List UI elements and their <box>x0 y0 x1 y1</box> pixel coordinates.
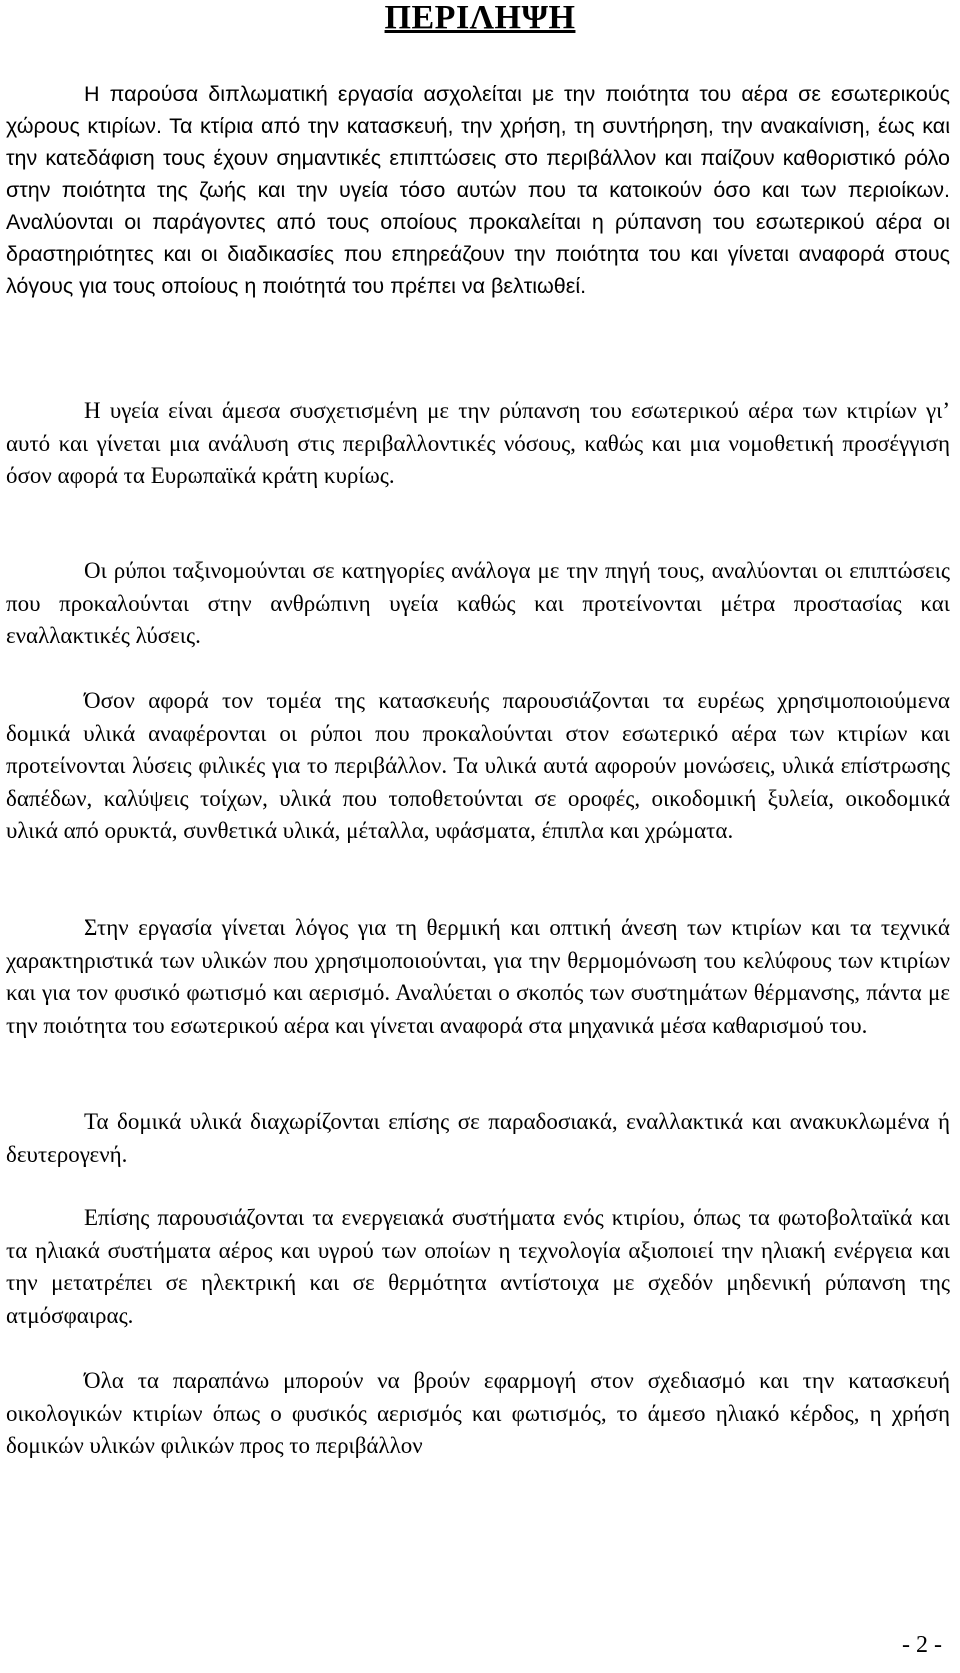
paragraph-2: Η υγεία είναι άμεσα συσχετισμένη με την ρύπανση του εσωτερικού αέρα των κτιρίων γι’ αυτό και γίνεται μια ανάλυση στις περιβαλλοντικές νόσους, καθώς και μια νομοθετική προσέγγιση όσον αφορά τα Ευρωπαϊκά κράτη κυρίως. <box>6 398 950 488</box>
paragraph-4: Όσον αφορά τον τομέα της κατασκευής παρουσιάζονται τα ευρέως χρησιμοποιούμενα δομικά υλικά αναφέρονται οι ρύποι που προκαλούνται στον εσωτερικό αέρα των κτιρίων και προτείνονται λύσεις φιλικές για το περιβάλλον. Τα υλικά αυτά αφορούν μονώσεις, υλικά επίστρωσης δαπέδων, καλύψεις τοίχων, υλικά που τοποθετούνται σε οροφές, οικοδομική ξυλεία, οικοδομικά υλικά από ορυκτά, συνθετικά υλικά, μέταλλα, υφάσματα, έπιπλα και χρώματα. <box>6 688 950 843</box>
paragraph-6: Τα δομικά υλικά διαχωρίζονται επίσης σε παραδοσιακά, εναλλακτικά και ανακυκλωμένα ή δευτερογενή. <box>6 1109 950 1167</box>
paragraph-7: Επίσης παρουσιάζονται τα ενεργειακά συστήματα ενός κτιρίου, όπως τα φωτοβολταϊκά και τα ηλιακά συστήματα αέρος και υγρού των οποίων η τεχνολογία αξιοποιεί την ηλιακή ενέργεια και την μετατρέπει σε ηλεκτρική και σε θερμότητα αντίστοιχα με σχεδόν μηδενική ρύπανση της ατμόσφαιρας. <box>6 1205 950 1328</box>
paragraph-8: Όλα τα παραπάνω μπορούν να βρούν εφαρμογή στον σχεδιασμό και την κατασκευή οικολογικών κτιρίων όπως ο φυσικός αερισμός και φωτισμός, το άμεσο ηλιακό κέρδος, η χρήση δομικών υλικών φιλικών προς το περιβάλλον <box>6 1368 950 1458</box>
page-title: ΠΕΡΙΛΗΨΗ <box>384 0 576 36</box>
paragraph-5: Στην εργασία γίνεται λόγος για τη θερμική και οπτική άνεση των κτιρίων και τα τεχνικά χαρακτηριστικά των υλικών που χρησιμοποιούνται, για την θερμομόνωση του κελύφους των κτιρίων και για τον φυσικό φωτισμό και αερισμό. Αναλύεται ο σκοπός των συστημάτων θέρμανσης, πάντα με την ποιότητα του εσωτερικού αέρα και γίνεται αναφορά στα μηχανικά μέσα καθαρισμού του. <box>6 915 950 1038</box>
paragraph-3: Οι ρύποι ταξινομούνται σε κατηγορίες ανάλογα με την πηγή τους, αναλύονται οι επιπτώσεις που προκαλούνται στην ανθρώπινη υγεία καθώς και προτείνονται μέτρα προστασίας και εναλλακτικές λύσεις. <box>6 558 950 648</box>
paragraph-1: Η παρούσα διπλωματική εργασία ασχολείται με την ποιότητα του αέρα σε εσωτερικούς χώρους κτιρίων. Τα κτίρια από την κατασκευή, την χρήση, τη συντήρηση, την ανακαίνιση, έως και την κατεδάφιση τους έχουν σημαντικές επιπτώσεις στο περιβάλλον και παίζουν καθοριστικό ρόλο στην ποιότητα της ζωής και την υγεία τόσο αυτών που τα κατοικούν όσο και των περιοίκων. Αναλύονται οι παράγοντες από τους οποίους προκαλείται η ρύπανση του εσωτερικού αέρα οι δραστηριότητες και οι διαδικασίες που επηρεάζουν την ποιότητα του και γίνεται αναφορά στους λόγους για τους οποίους η ποιότητά του πρέπει να βελτιωθεί. <box>6 82 950 298</box>
page-number: - 2 - <box>902 1632 942 1658</box>
